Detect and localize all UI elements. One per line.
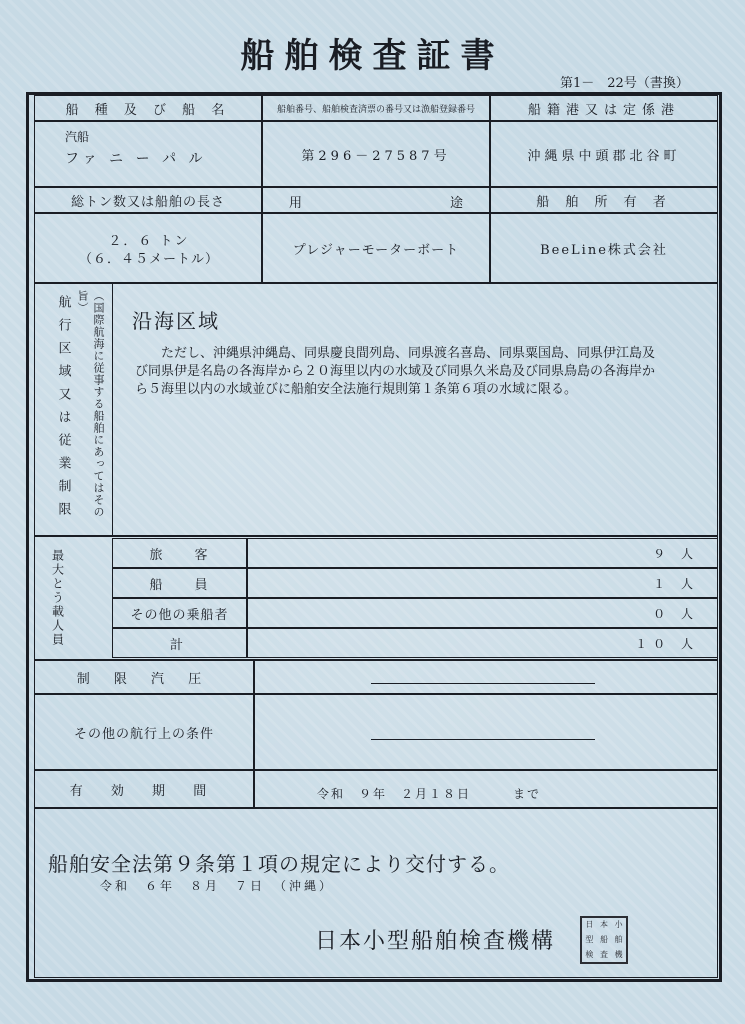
header-ship-type-name: 船 種 及 び 船 名	[34, 95, 262, 121]
ship-number: 第296－27587号	[262, 121, 490, 187]
capacity-total-value: １０ 人	[247, 628, 718, 658]
issuance-statement: 船舶安全法第９条第１項の規定により交付する。	[48, 852, 510, 876]
navigation-area-label: 航行区域又は従業制限	[55, 295, 71, 525]
tonnage-cell	[34, 213, 262, 283]
official-seal: 日 本 小 型 船 舶 検 査 機	[580, 916, 628, 964]
capacity-total-label: 計	[112, 628, 247, 658]
ship-type: 汽船	[65, 130, 90, 144]
other-conditions-label: その他の航行上の条件	[34, 694, 254, 770]
navigation-area-conditions: ただし、沖縄県沖縄島、同県慶良間列島、同県渡名喜島、同県粟国島、同県伊江島及び同県伊是名島の各海岸から２０海里以内の水域及び同県久米島及び同県鳥島の各海岸から５海里以内の水域並びに船舶安全法施行規則第１条第６項の水域に限る。	[135, 346, 656, 397]
header-use	[262, 187, 490, 213]
home-port: 沖縄県中頭郡北谷町	[490, 121, 718, 187]
tonnage-value: ２．６ トン	[108, 234, 190, 249]
other-conditions-blank-line	[371, 739, 595, 740]
navigation-divider	[112, 283, 113, 536]
validity-date: 令和 ９年 ２月１８日 まで	[317, 787, 542, 801]
header-tonnage: 総トン数又は船舶の長さ	[34, 187, 262, 213]
other-conditions-value	[254, 694, 718, 770]
ship-use: プレジャーモーターボート	[262, 213, 490, 283]
capacity-passengers-value: ９ 人	[247, 538, 718, 568]
capacity-crew-label: 船 員	[112, 568, 247, 598]
header-ship-number: 船舶番号、船舶検査済票の番号又は漁船登録番号	[262, 95, 490, 121]
length-value: （６．４５メートル）	[78, 252, 219, 267]
issuance-date: 令和 ６年 ８月 ７日 （沖縄）	[100, 879, 335, 893]
capacity-passengers-label: 旅 客	[112, 538, 247, 568]
capacity-others-label: その他の乗船者	[112, 598, 247, 628]
header-use-right: 途	[449, 196, 463, 211]
pressure-label: 制 限 汽 圧	[34, 660, 254, 694]
pressure-value	[254, 660, 718, 694]
capacity-crew-value: １ 人	[247, 568, 718, 598]
validity-cell	[254, 770, 718, 808]
capacity-others-value: ０ 人	[247, 598, 718, 628]
ship-name: ファ ニ ー パ ル	[65, 151, 207, 167]
ship-owner: BeeLine株式会社	[490, 213, 718, 283]
validity-label: 有 効 期 間	[34, 770, 254, 808]
issuing-organization: 日本小型船舶検査機構	[315, 929, 556, 954]
ship-type-name-cell	[34, 121, 262, 187]
navigation-area-type: 沿海区域	[132, 309, 220, 333]
header-owner: 船 舶 所 有 者	[490, 187, 718, 213]
header-use-left: 用	[289, 196, 303, 211]
pressure-blank-line	[371, 683, 595, 684]
certificate-number: 第1－ 22号（書換）	[560, 76, 689, 91]
document-title: 船舶検査証書	[240, 36, 505, 76]
navigation-area-sublabel: （国際航海に従事する船舶にあってはその旨）	[76, 290, 105, 518]
header-port: 船籍港又は定係港	[490, 95, 718, 121]
capacity-label: 最大とう載人員	[50, 549, 65, 647]
